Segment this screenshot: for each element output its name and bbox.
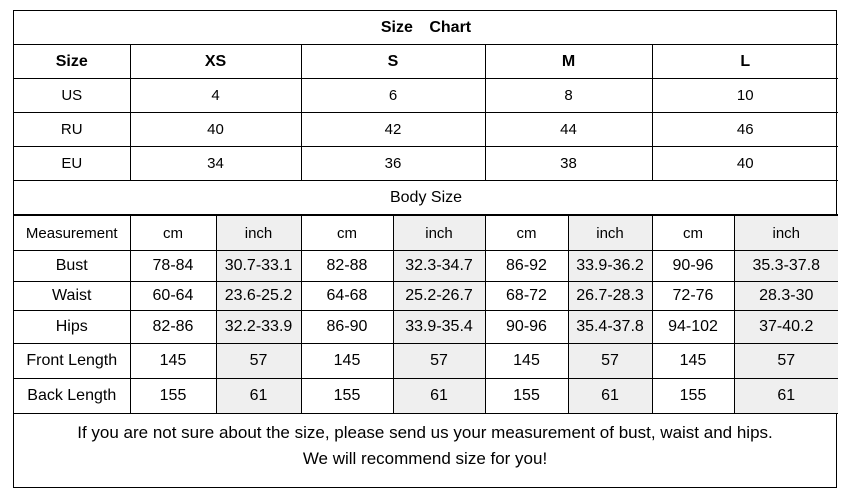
note-line: If you are not sure about the size, please send us your measurement of bust, waist and hips. (77, 423, 773, 442)
table-cell: 61 (216, 379, 301, 414)
table-cell: 32.2-33.9 (216, 311, 301, 344)
size-advice-note (14, 414, 836, 472)
table-cell: 37-40.2 (734, 311, 838, 344)
table-cell: 40 (652, 147, 838, 181)
title-row (14, 11, 838, 45)
table-cell: 61 (568, 379, 652, 414)
row-label: RU (14, 113, 130, 147)
header-cell: L (652, 45, 838, 79)
header-cell: cm (301, 216, 393, 251)
table-cell: 23.6-25.2 (216, 282, 301, 311)
size-conversion-table (14, 11, 838, 215)
table-cell: 57 (216, 344, 301, 379)
header-cell: cm (130, 216, 216, 251)
header-cell: inch (734, 216, 838, 251)
table-cell: 64-68 (301, 282, 393, 311)
table-row (14, 379, 838, 414)
header-cell: Size (14, 45, 130, 79)
header-cell: M (485, 45, 652, 79)
table-row (14, 311, 838, 344)
table-cell: 35.3-37.8 (734, 251, 838, 282)
table-cell: 90-96 (652, 251, 734, 282)
size-chart (13, 10, 837, 488)
table-cell: 68-72 (485, 282, 568, 311)
row-label: Back Length (14, 379, 130, 414)
table-cell: 145 (130, 344, 216, 379)
table-cell: 36 (301, 147, 485, 181)
table-cell: 44 (485, 113, 652, 147)
table-cell: 35.4-37.8 (568, 311, 652, 344)
table-cell: 61 (393, 379, 485, 414)
header-cell: S (301, 45, 485, 79)
table-cell: 26.7-28.3 (568, 282, 652, 311)
table-row (14, 251, 838, 282)
table-cell: 32.3-34.7 (393, 251, 485, 282)
chart-title: Size Chart (14, 11, 838, 45)
table-cell: 38 (485, 147, 652, 181)
table-cell: 46 (652, 113, 838, 147)
body-measurement-table (14, 215, 838, 414)
table-cell: 145 (652, 344, 734, 379)
table-cell: 42 (301, 113, 485, 147)
table-row (14, 344, 838, 379)
header-cell: inch (568, 216, 652, 251)
table-row (14, 113, 838, 147)
table-row (14, 147, 838, 181)
table-cell: 155 (652, 379, 734, 414)
table-row (14, 79, 838, 113)
table-cell: 61 (734, 379, 838, 414)
table-cell: 40 (130, 113, 301, 147)
row-label: Bust (14, 251, 130, 282)
table-cell: 86-90 (301, 311, 393, 344)
row-label: Hips (14, 311, 130, 344)
table-cell: 34 (130, 147, 301, 181)
table-cell: 33.9-36.2 (568, 251, 652, 282)
table-cell: 4 (130, 79, 301, 113)
header-cell: XS (130, 45, 301, 79)
measurement-header-row (14, 216, 838, 251)
body-size-heading: Body Size (14, 181, 838, 215)
table-cell: 155 (485, 379, 568, 414)
table-cell: 78-84 (130, 251, 216, 282)
table-cell: 82-88 (301, 251, 393, 282)
table-cell: 57 (393, 344, 485, 379)
table-cell: 90-96 (485, 311, 568, 344)
body-size-row (14, 181, 838, 215)
table-cell: 60-64 (130, 282, 216, 311)
table-cell: 155 (301, 379, 393, 414)
table-cell: 6 (301, 79, 485, 113)
table-cell: 82-86 (130, 311, 216, 344)
table-cell: 145 (485, 344, 568, 379)
table-cell: 10 (652, 79, 838, 113)
table-row (14, 282, 838, 311)
row-label: Front Length (14, 344, 130, 379)
table-cell: 57 (568, 344, 652, 379)
header-cell: inch (393, 216, 485, 251)
table-cell: 94-102 (652, 311, 734, 344)
table-cell: 145 (301, 344, 393, 379)
header-cell: inch (216, 216, 301, 251)
header-cell: cm (652, 216, 734, 251)
table-cell: 33.9-35.4 (393, 311, 485, 344)
header-cell: cm (485, 216, 568, 251)
row-label: US (14, 79, 130, 113)
header-cell: Measurement (14, 216, 130, 251)
table-cell: 57 (734, 344, 838, 379)
table-cell: 155 (130, 379, 216, 414)
table-cell: 72-76 (652, 282, 734, 311)
note-line: We will recommend size for you! (302, 449, 548, 468)
row-label: Waist (14, 282, 130, 311)
size-header-row (14, 45, 838, 79)
table-cell: 8 (485, 79, 652, 113)
table-cell: 25.2-26.7 (393, 282, 485, 311)
table-cell: 86-92 (485, 251, 568, 282)
row-label: EU (14, 147, 130, 181)
table-cell: 28.3-30 (734, 282, 838, 311)
table-cell: 30.7-33.1 (216, 251, 301, 282)
